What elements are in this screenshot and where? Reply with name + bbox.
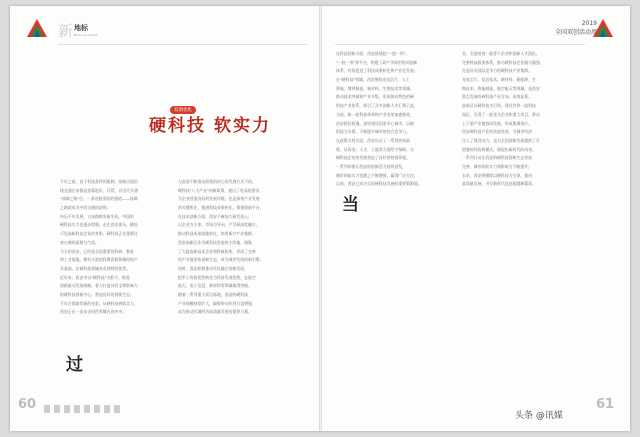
text-line: 为企业营造良好的发展环境，也是加快产业发展 (178, 196, 260, 202)
text-line: 物技术、智能制造、航空航天等领域，是西安 (462, 85, 540, 91)
text-line: 近年来，西安市以"硬科技"为抓手，推进 (60, 274, 130, 280)
text-line: 智能、增材制造、新材料、生物技术等领域， (336, 85, 414, 91)
text-line: 在政策支持方面，西安出台了一系列扶持政 (336, 137, 410, 143)
text-line: 随着一系列重大项目落地，西安的硬科技 (178, 291, 249, 297)
text-line: 产业规模持续扩大，辐射带动作用日益增强， (178, 300, 256, 306)
text-line: 西安高新区作为硬科技发展的主阵地，聚集 (178, 239, 252, 245)
text-line: 的关键所在。推进科技成果转化，搭建创新平台。 (178, 205, 264, 211)
text-line: 注入了强劲动力，也为全国创新发展提供了可 (462, 137, 540, 143)
text-line: 推动技术突破和产业升级，形成独具特色的硬 (336, 94, 414, 100)
page-number-right: 61 (596, 397, 615, 412)
text-line: 成为推动区域经济高质量发展的重要力量。 (178, 309, 252, 315)
right-column-2 (462, 50, 580, 410)
article-title: 硬科技 软实力 (149, 116, 271, 136)
header-rule-left (58, 44, 308, 45)
section-subtitle: New landmark (74, 33, 99, 37)
right-page-header (555, 20, 597, 36)
header-title: 全国双创活动周 (554, 29, 597, 36)
text-line: 目前，西安已成为全国硬科技发展的重要策源地。 (336, 181, 422, 187)
text-line: 园区，引进了一批龙头企业和重大项目，带动 (462, 111, 540, 117)
text-line: 硬科技"八大产业"的新政策，提出了更高的要求， (178, 187, 264, 193)
header-year: 2019 (581, 20, 597, 27)
text-line: 线交通往来都是依靠驼队、马帮，自汉代开通 (60, 187, 138, 193)
text-line: 千年古都焕发新的光彩，从硬科技到软实力， (60, 300, 138, 306)
text-line: 重点发展的硬科技产业方向，成效显著。 (462, 94, 533, 100)
text-line: 一系列举措让西安的创新活力持续迸发， (336, 163, 407, 169)
logo-icon-left (26, 18, 48, 38)
text-line: 在科技创新方面，西安搭建起"一院一所"、 (336, 51, 410, 56)
header-rule-right (335, 44, 585, 45)
footer-dashes-left (44, 405, 124, 413)
text-line: 上下游产业链协同发展，形成集聚效应。 (462, 120, 533, 126)
drop-cap-right: 当 (342, 195, 359, 215)
text-line: 光电芯片、信息技术、新材料、新能源、生 (462, 77, 536, 83)
section-name: 地标 (74, 24, 88, 32)
drop-cap-left: 过 (66, 355, 83, 375)
text-line: 西安正在一步步走向世界舞台的中央。 (60, 309, 127, 315)
text-line: 西安抓住机遇，加快建设国家中心城市，以硬 (336, 120, 414, 126)
text-line: 完善，城市的软实力和影响力不断提升。 (462, 163, 533, 169)
text-line: 和工业基地，拥有丰富的科教资源和雄厚的产 (60, 257, 138, 263)
text-line: 业，引进培育一批骨干企业和创新人才团队， (462, 51, 540, 56)
text-line: 在"硬科技"领域，西安聚焦光电芯片、人工 (336, 77, 410, 83)
text-line: 千年之前，由于科技条件的限制，丝路古道沿 (60, 179, 138, 184)
text-line: 西安硬科技产业的快速发展，为城市经济 (462, 129, 533, 135)
text-line: 把军工资源优势转化为经济发展优势，在航空 (178, 274, 256, 280)
text-line: 高新区以硬科技为引领，建设世界一流科技 (462, 103, 536, 109)
text-line: 科技为支撑，不断提升城市的综合竞争力。 (336, 129, 410, 135)
section-header (58, 20, 118, 42)
text-line: 一系列行动让西安的硬科技创新生态更加 (462, 155, 533, 161)
text-line: 完善科技服务体系，推动硬科技企业做大做强， (462, 59, 544, 65)
text-line: 策，从资金、人才、土地等方面给予保障，为 (336, 146, 414, 152)
text-line: 在技术创新方面，西安不断加大研发投入， (178, 213, 252, 219)
text-line: 以企业为主体，市场为导向，产学研深度融合， (178, 222, 260, 228)
text-line: 与此前不断推出政策的决心的发展方式不同， (178, 179, 256, 184)
page-number-left: 60 (18, 397, 37, 412)
right-column-1 (336, 50, 454, 410)
text-line: 创新驱动发展战略，着力打造具有全球影响力 (60, 283, 138, 289)
text-line: 科技产业体系，吸引了众多创新人才汇聚于此。 (336, 103, 418, 109)
text-line: "丝绸之路"后，一条连接亚欧的通道——丝绸 (60, 196, 138, 202)
text-line: 体系，有效促进了科技成果转化和产业化发展。 (336, 68, 418, 74)
text-line: 今天的西安，已经是全国重要的科研、教育 (60, 248, 134, 254)
text-line: 高质量发展，书写新时代追赶超越新篇章。 (462, 181, 536, 187)
text-line: 推动科技成果就地转化，培育新兴产业集群。 (178, 231, 256, 237)
left-column-1 (60, 178, 170, 352)
text-line: 可见高新科技企业的身影，硬科技正在重塑这 (60, 231, 138, 237)
text-line: 同时，西安积极推动军民融合创新发展， (178, 265, 249, 271)
text-line: 之路就成为中西交通的纽带。 (60, 205, 111, 211)
section-big-char: 新 (58, 22, 74, 40)
text-line: 座古城的面貌与气质。 (60, 239, 99, 245)
watermark-text: 头条 @讯媒 (515, 411, 563, 421)
text-line: 经历千年发展，古丝路换发新生机，中国的 (60, 213, 134, 219)
text-line: 硬科技实力也逐步增强。走在西安街头，随处 (60, 222, 138, 228)
text-line: 当前，新一轮科技革命和产业变革加速推进， (336, 111, 414, 117)
text-line: 硬科技企业的发展营造了良好的营商环境。 (336, 155, 410, 161)
text-line: "一校一带"等平台，构建了政产学研用协同创新 (336, 59, 418, 65)
left-column-2 (178, 178, 298, 398)
article-tag: 双创优化 (170, 106, 196, 114)
text-line: 未来，西安将继续以硬科技为引领，推动 (462, 172, 533, 178)
text-line: 的硬科技创新中心，营造良好的创新生态。 (60, 291, 134, 297)
text-line: 业基础，在硬科技领域具有独特的优势。 (60, 265, 131, 271)
text-line: 航天、电子信息、新材料等领域取得突破。 (178, 283, 252, 289)
text-line: 的产业链条和创新生态，成为城市发展的新引擎。 (178, 257, 264, 263)
page-gutter (319, 6, 322, 431)
text-line: 城市的软实力也随之不断增强，赢得广泛关注。 (336, 172, 418, 178)
text-line: 借鉴的经验和模式，展现出新时代的风采。 (462, 146, 536, 152)
text-line: 打造具有国际竞争力的硬科技产业集群。 (462, 68, 533, 74)
text-line: 了大批高新技术企业和科研院所，形成了完善 (178, 248, 256, 254)
